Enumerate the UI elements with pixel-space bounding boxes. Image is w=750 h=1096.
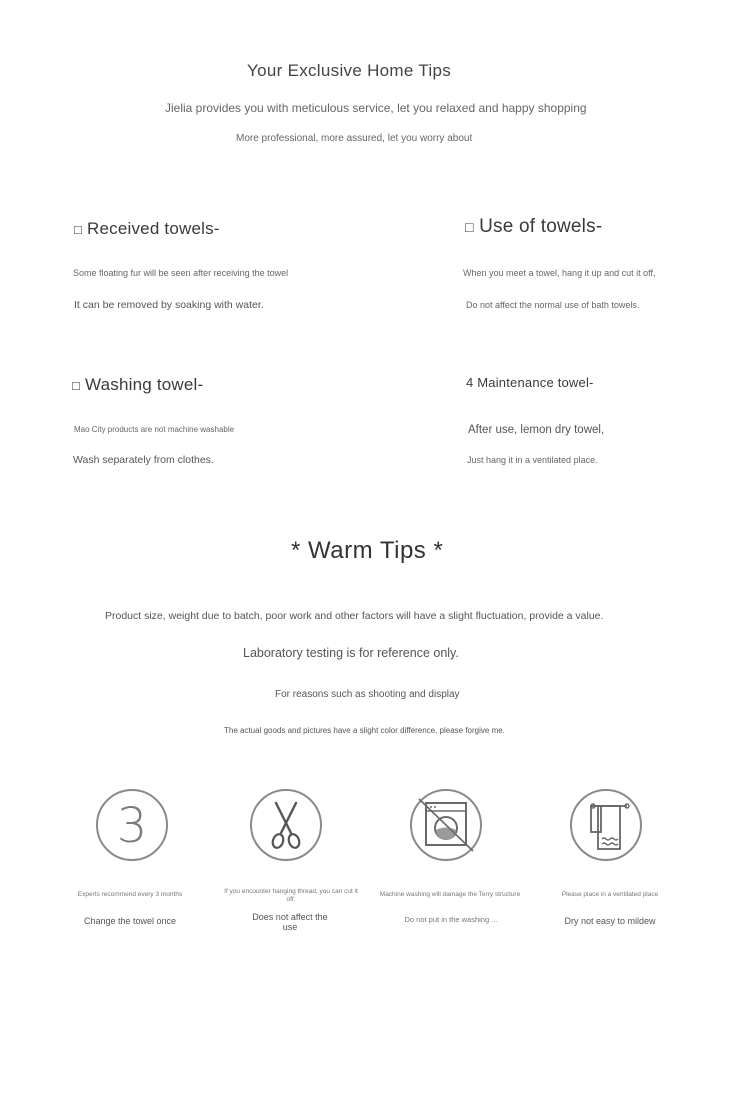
section-maintenance-title: 4 Maintenance towel- [466, 375, 594, 390]
section-received-line2: It can be removed by soaking with water. [74, 299, 264, 311]
icon3-caption-top: Machine washing will damage the Terry structure [379, 891, 521, 898]
warm-tips-line3: For reasons such as shooting and display [275, 689, 460, 700]
scissors-icon [249, 789, 323, 863]
section-washing-heading [72, 375, 203, 395]
section-received-title: Received towels- [87, 219, 220, 238]
warm-tips-line2: Laboratory testing is for reference only. [243, 646, 459, 660]
page-title: Your Exclusive Home Tips [247, 61, 452, 80]
section-washing-title: Washing towel- [85, 375, 204, 394]
number-three-icon [95, 789, 169, 863]
section-use-glyph: □ [465, 219, 474, 235]
warm-tips-line4: The actual goods and pictures have a slight color difference, please forgive me. [224, 726, 505, 735]
no-washing-machine-icon [409, 789, 483, 863]
number-three-glyph: 3 [116, 798, 148, 854]
header-subtitle-1: Jielia provides you with meticulous service, let you relaxed and happy shopping [165, 101, 587, 115]
header-subtitle-2: More professional, more assured, let you worry about [236, 133, 473, 144]
icon4-caption-bottom: Dry not easy to mildew [564, 916, 656, 926]
section-maintenance-line1: After use, lemon dry towel, [468, 424, 605, 436]
section-received-line1: Some floating fur will be seen after receiving the towel [73, 268, 289, 278]
icon1-caption-bottom: Change the towel once [83, 916, 177, 926]
section-washing-glyph: □ [72, 378, 81, 393]
hanging-towel-icon [569, 789, 643, 863]
section-use-heading [465, 216, 602, 238]
section-washing-line2: Wash separately from clothes. [73, 454, 214, 466]
warm-tips-line1: Product size, weight due to batch, poor work and other factors will have a slight fluctuation, provide a value. [105, 610, 604, 622]
section-washing-line1: Mao City products are not machine washable [74, 425, 235, 434]
section-received-heading [74, 219, 220, 239]
icon2-caption-bottom: Does not affect the use [252, 912, 328, 932]
section-use-title: Use of towels- [479, 216, 603, 237]
icon2-caption-top: If you encounter hanging thread, you can cut it off. [224, 888, 358, 903]
icon4-caption-top: Please place in a ventilated place [561, 891, 659, 898]
warm-tips-title: * Warm Tips * [291, 537, 444, 564]
section-use-line1: When you meet a towel, hang it up and cut it off, [463, 268, 656, 278]
section-use-line2: Do not affect the normal use of bath towels. [466, 300, 640, 310]
section-received-glyph: □ [74, 222, 83, 237]
section-maintenance-line2: Just hang it in a ventilated place. [467, 455, 598, 465]
icon3-caption-bottom: Do not put in the washing ... [404, 915, 498, 924]
icon1-caption-top: Experts recommend every 3 months [77, 891, 183, 898]
